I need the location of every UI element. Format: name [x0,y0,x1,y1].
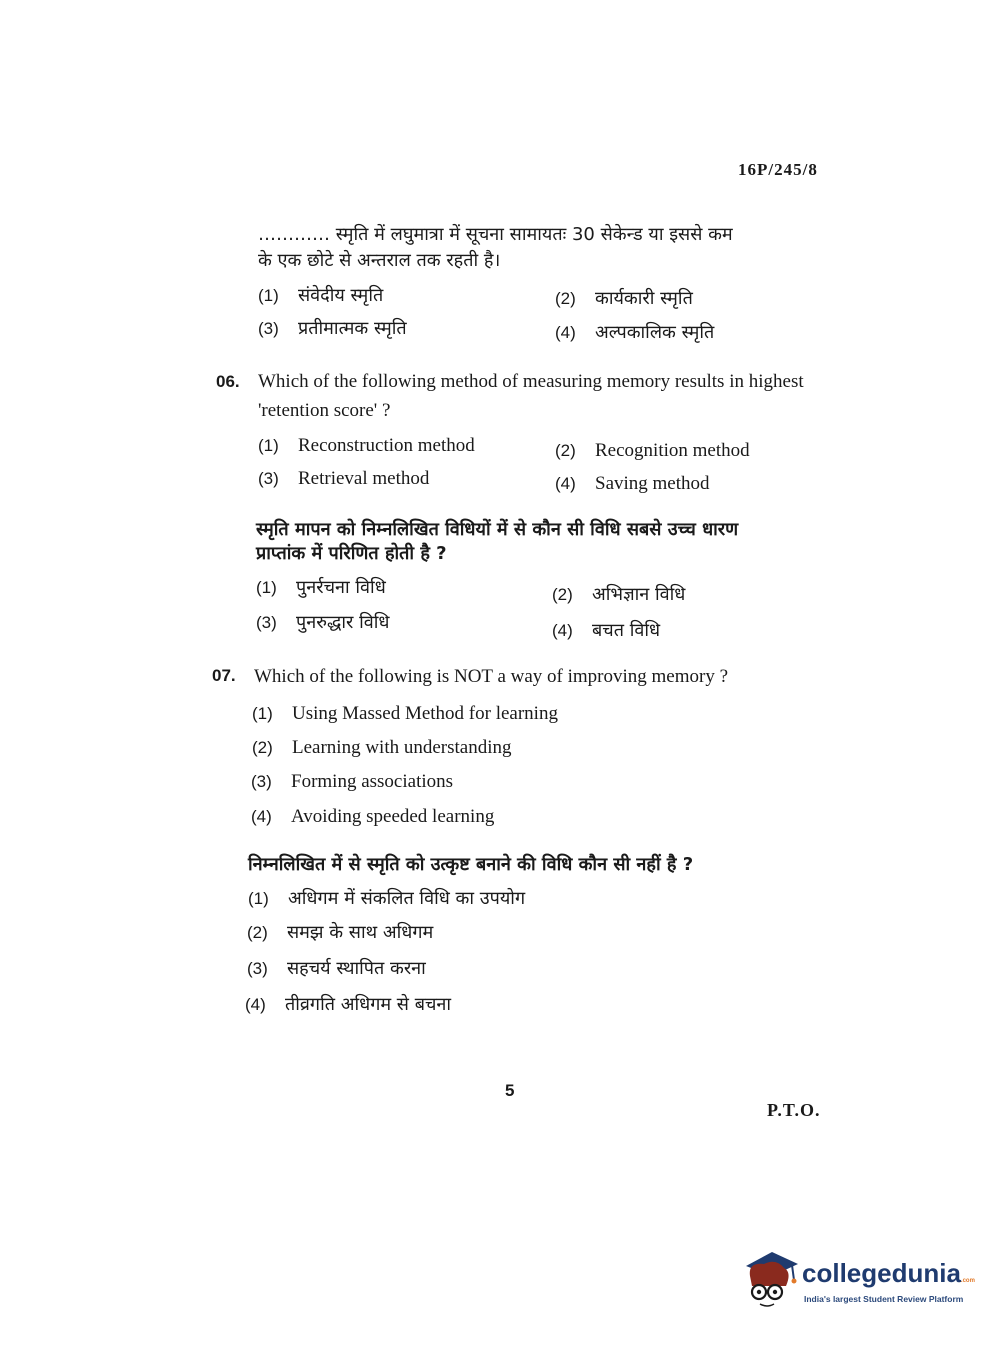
logo-brand: collegedunia [802,1258,961,1288]
option-number: (2) [252,738,273,757]
page-number: 5 [505,1081,515,1100]
q07-hindi-option-4 [245,992,451,1016]
option-number: (1) [252,704,273,723]
q06-line1: Which of the following method of measuring memory results in highest [258,371,804,392]
q05-hindi-line2: के एक छोटे से अन्तराल तक रहती है। [258,250,501,271]
q06-number: 06. [216,372,240,391]
option-text: अल्पकालिक स्मृति [595,322,715,343]
q06-hindi-line1: स्मृति मापन को निम्नलिखित विधियों में से कौन सी विधि सबसे उच्च धारण [256,519,739,540]
logo-suffix: .com [960,1278,975,1284]
option-text: प्रतीमात्मक स्मृति [298,318,407,339]
q07-option-4 [251,806,494,828]
q07-option-2 [252,737,512,759]
q06-option-4 [555,473,710,495]
paper-code: 16P/245/8 [738,160,818,179]
option-number: (2) [555,441,576,460]
q06-option-1 [258,435,475,457]
q07-hindi-option-3 [247,956,426,980]
option-number: (1) [256,578,277,597]
q06-option-3 [258,468,429,490]
option-number: (1) [258,436,279,455]
q05-hindi-line1: ………… स्मृति में लघुमात्रा में सूचना सामायतः 30 सेकेन्ड या इससे कम [258,224,733,245]
option-text: Recognition method [595,440,750,461]
q06-hindi-line2: प्राप्तांक में परिणित होती है ? [256,543,447,564]
option-number: (4) [552,621,573,640]
option-number: (4) [555,474,576,493]
option-text: पुनरुद्धार विधि [296,612,390,633]
logo-tagline: India's largest Student Review Platform [804,1294,964,1304]
q07-hindi-option-1 [248,886,525,910]
q07-option-1 [252,703,558,725]
option-text: संवेदीय स्मृति [298,285,384,306]
option-text: Retrieval method [298,468,430,489]
q06-option-2 [555,440,750,462]
option-text: सहचर्य स्थापित करना [287,958,426,979]
q07-line1: Which of the following is NOT a way of improving memory ? [254,666,729,687]
q05-option-1 [258,283,383,307]
option-number: (1) [258,286,279,305]
option-text: तीव्रगति अधिगम से बचना [285,994,452,1015]
option-text: समझ के साथ अधिगम [287,922,434,943]
q07-option-3 [251,771,453,793]
option-text: अधिगम में संकलित विधि का उपयोग [288,888,526,909]
q06-hindi-option-1 [256,575,386,599]
option-number: (2) [555,289,576,308]
option-number: (3) [258,319,279,338]
option-text: पुनर्रचना विधि [296,577,386,598]
pto-label: P.T.O. [767,1100,821,1120]
option-number: (3) [251,772,272,791]
option-number: (4) [555,323,576,342]
option-number: (1) [248,889,269,908]
q05-option-2 [555,286,693,310]
option-number: (3) [256,613,277,632]
option-number: (2) [247,923,268,942]
q06-line2: 'retention score' ? [258,400,391,421]
option-number: (2) [552,585,573,604]
option-text: अभिज्ञान विधि [592,584,686,605]
q07-hindi-option-2 [247,920,433,944]
q07-number: 07. [212,666,236,685]
mascot-icon [742,1250,800,1312]
q06-hindi-option-2 [552,582,685,606]
option-text: Reconstruction method [298,435,475,456]
collegedunia-logo [742,1250,975,1316]
option-text: Avoiding speeded learning [291,806,495,827]
option-number: (3) [258,469,279,488]
option-number: (3) [247,959,268,978]
q05-option-4 [555,320,714,344]
option-text: कार्यकारी स्मृति [595,288,693,309]
option-text: Learning with understanding [292,737,512,758]
option-text: Saving method [595,473,710,494]
option-text: Forming associations [291,771,454,792]
option-text: Using Massed Method for learning [292,703,558,724]
q05-option-3 [258,316,407,340]
option-number: (4) [251,807,272,826]
q06-hindi-option-4 [552,618,660,642]
q06-hindi-option-3 [256,610,390,634]
q07-hindi-line1: निम्नलिखित में से स्मृति को उत्कृष्ट बनाने की विधि कौन सी नहीं है ? [248,854,694,875]
option-number: (4) [245,995,266,1014]
option-text: बचत विधि [592,620,661,641]
